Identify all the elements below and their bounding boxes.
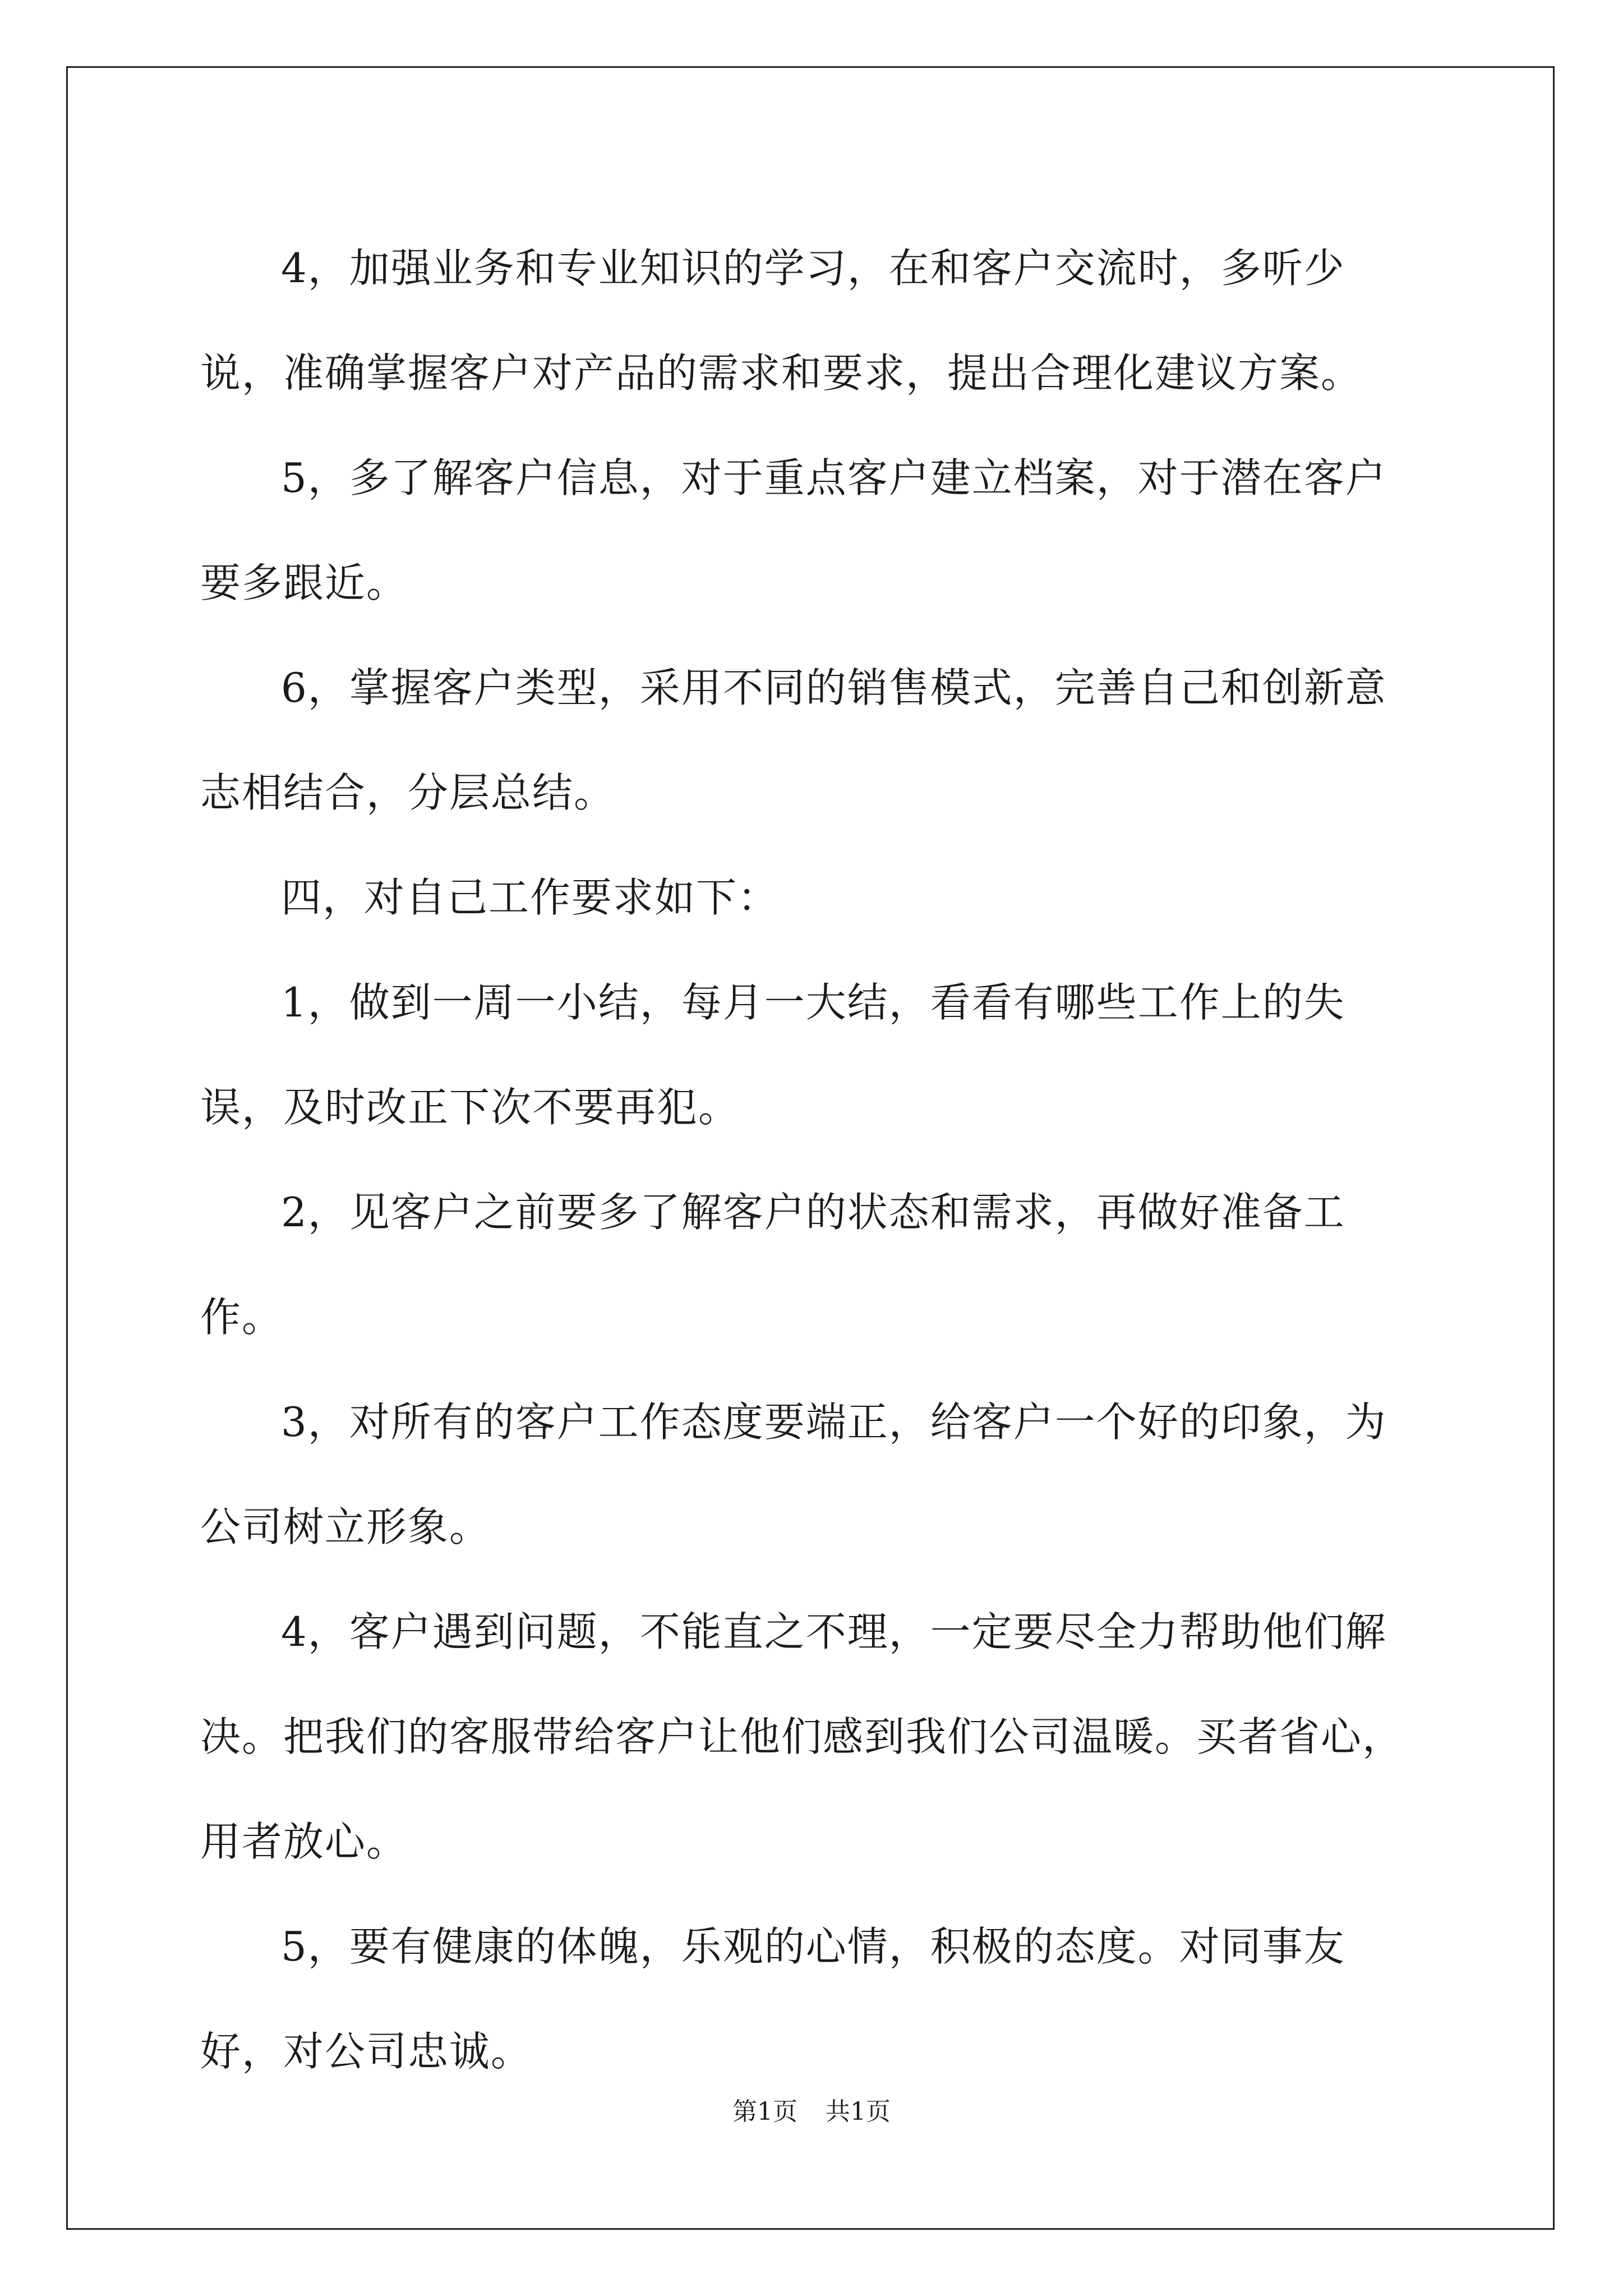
paragraph-requirement-1: 1，做到一周一小结，每月一大结，看看有哪些工作上的失误，及时改正下次不要再犯。 (200, 979, 1345, 1131)
paragraph-requirement-4: 4，客户遇到问题，不能直之不理，一定要尽全力帮助他们解决。把我们的客服带给客户让他们感到我们公司温暖。买者省心，用者放心。 (200, 1608, 1404, 1865)
paragraph-item-5-customer-info: 5，多了解客户信息，对于重点客户建立档案，对于潜在客户要多跟近。 (200, 454, 1387, 606)
paragraph-requirement-2: 2，见客户之前要多了解客户的状态和需求，再做好准备工作。 (200, 1189, 1345, 1341)
page-footer (0, 2095, 1623, 2129)
paragraph-requirement-3: 3，对所有的客户工作态度要端正，给客户一个好的印象，为公司树立形象。 (200, 1398, 1387, 1550)
page-total: 共1页 (826, 2097, 891, 2126)
paragraph-item-4-study: 4，加强业务和专业知识的学习，在和客户交流时，多听少说，准确掌握客户对产品的需求和要求，提出合理化建议方案。 (200, 245, 1363, 397)
paragraph-item-6-customer-types: 6，掌握客户类型，采用不同的销售模式，完善自己和创新意志相结合，分层总结。 (200, 664, 1387, 816)
page-number: 第1页 (732, 2097, 797, 2126)
document-body (200, 216, 1423, 2104)
section-heading-work-requirements: 四，对自己工作要求如下： (281, 874, 780, 921)
paragraph-requirement-5: 5，要有健康的体魄，乐观的心情，积极的态度。对同事友好，对公司忠诚。 (200, 1923, 1345, 2075)
